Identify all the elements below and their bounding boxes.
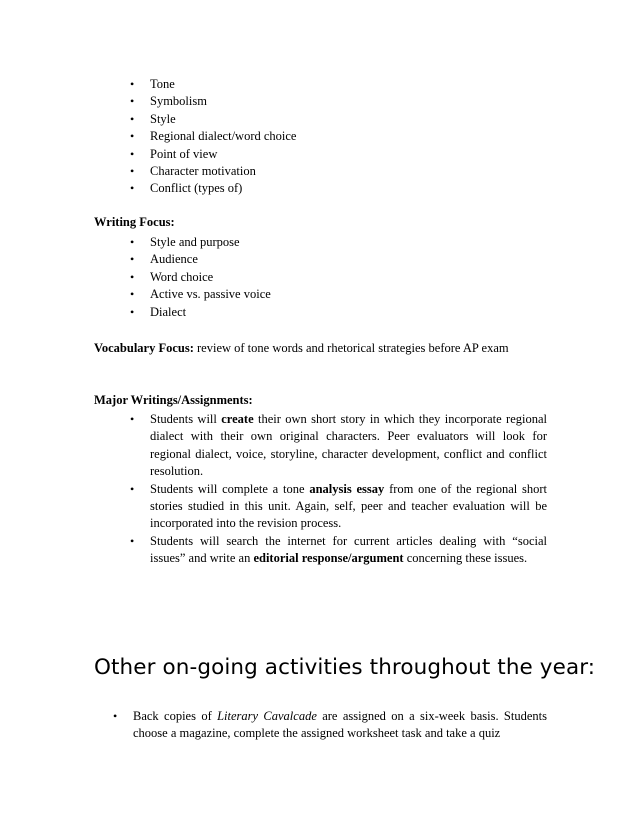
bullet-icon: • bbox=[130, 481, 135, 496]
list-item: • Back copies of Literary Cavalcade are assigned on a six-week basis. Students choose a magazine, complete the assigned worksheet task and take a quiz bbox=[113, 709, 547, 741]
bullet-icon: • bbox=[130, 235, 135, 249]
list-item: • Character motivation bbox=[150, 163, 570, 180]
list-item: • Conflict (types of) bbox=[150, 180, 570, 197]
ongoing-activities-section bbox=[113, 708, 547, 743]
bullet-icon: • bbox=[130, 269, 135, 284]
bullet-icon: • bbox=[130, 533, 135, 548]
list-item: • Style bbox=[150, 111, 570, 128]
list-item: • Students will create their own short story in which they incorporate regional dialect with their own original characters. Peer evaluators will look for regional dialect, voice, storyline, character development, conflict and conflict resolution. bbox=[130, 412, 547, 479]
bullet-icon: • bbox=[130, 77, 135, 91]
bullet-icon: • bbox=[130, 146, 135, 161]
list-item: • Style and purpose bbox=[150, 234, 570, 251]
writing-focus-list bbox=[130, 234, 570, 321]
vocabulary-focus-text: review of tone words and rhetorical strategies before AP exam bbox=[193, 341, 509, 355]
list-item: • Active vs. passive voice bbox=[150, 286, 570, 303]
bullet-icon: • bbox=[130, 111, 135, 126]
bullet-icon: • bbox=[130, 181, 135, 196]
literary-elements-list bbox=[130, 76, 570, 198]
writing-focus-section bbox=[130, 234, 570, 321]
bullet-icon: • bbox=[130, 304, 135, 319]
bullet-icon: • bbox=[130, 412, 135, 426]
vocabulary-focus-line bbox=[94, 340, 554, 357]
list-item: • Regional dialect/word choice bbox=[150, 128, 570, 145]
bullet-icon: • bbox=[130, 94, 135, 109]
list-item: • Students will search the internet for current articles dealing with “social issues” and write an editorial response/argument concerning these issues. bbox=[130, 533, 547, 566]
bullet-icon: • bbox=[130, 287, 135, 302]
list-item: • Point of view bbox=[150, 146, 570, 163]
ongoing-activities-list bbox=[113, 708, 547, 743]
major-writings-list bbox=[130, 411, 548, 568]
list-item: • Audience bbox=[150, 251, 570, 268]
major-writings-heading: Major Writings/Assignments: bbox=[94, 393, 253, 407]
list-item: • Dialect bbox=[150, 304, 570, 321]
vocabulary-focus-heading: Vocabulary Focus: bbox=[94, 341, 194, 355]
list-item: • Word choice bbox=[150, 269, 570, 286]
writing-focus-heading: Writing Focus: bbox=[94, 215, 175, 229]
bullet-icon: • bbox=[130, 252, 135, 267]
bullet-icon: • bbox=[130, 129, 135, 144]
bullet-icon: • bbox=[130, 164, 135, 179]
major-writings-section bbox=[130, 411, 548, 568]
literary-elements-section bbox=[130, 76, 570, 198]
list-item: • Students will complete a tone analysis essay from one of the regional short stories studied in this unit. Again, self, peer and teacher evaluation will be incorporated into the revision process. bbox=[130, 481, 548, 531]
list-item: • Tone bbox=[150, 76, 570, 93]
ongoing-activities-heading: Other on-going activities throughout the year: bbox=[94, 655, 596, 680]
list-item: • Symbolism bbox=[150, 93, 570, 110]
bullet-icon: • bbox=[113, 709, 118, 723]
